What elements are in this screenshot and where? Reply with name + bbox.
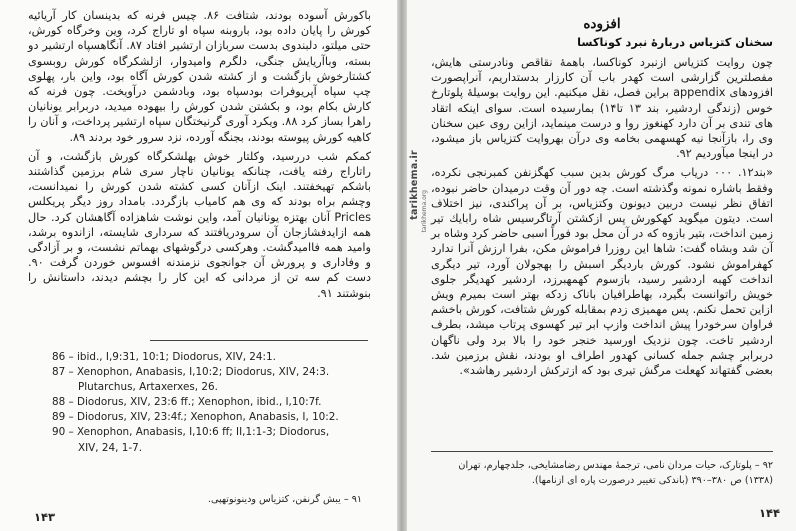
- watermark-domain-small: tarikhema.org: [421, 190, 428, 233]
- watermark-domain: tarikhema.ir: [409, 150, 420, 220]
- right-paragraph-2: «بند۱۲. ۰۰۰ دریاب مرگ کورش بدین سبب کهگزنفن کمبرنجی نکرده، وفقط باشاره نمونه وگذشته است. چه دور آن وقت درمیدان حاضر نبوده، اتفاق نظر نیست دربین دیونون وکتزیاس، بر آن پراکندی، نیز اختلاف است. دیتون میگوید کهکورش پس ازکشتن آرتاگرسیس شاه رابایك تیر زمین انداخت، بتیر بازوه که در آن محل بود فوراً اسبی حاضر کرد وشاه بر آن شد وبشاه گفت: شاها این روزرا فراموش مکن، بفرا ارزش آنرا ندارد کهفراموش نشود. کورش باردیگر اسبش را بهجولان آورد، تیر دیگری انداخت کهبه اردشیر رسید، بازسوم کهمهبرزد، اردشیر کهدیگر جلوی خویش راتوانست بگیرد، بهاطرافیان باناک زدکه بهتر است بمیرم ویش ازاین تحمل نکنم. پس مهمیزی زدم بمقابله کورش شتافت، کورش باخشم فراوان سرخودرا پیش انداخت وازپ ابر تیر کهسوی پرتاب میشد، بطرف اردشیر تاخت. چون نزدیک اورسید خنجر خود را بالا برد ولی ناگهان دربرابر چشم جمله کسانی کهدور اطراف او بودند، نقش برزمین شد. بعضی گفتهاند کهعلت مرگش تیری بود که ازترکش اردشیر رهاشد».: [431, 166, 773, 378]
- footnote-87-continued: Plutarchus, Artaxerxes, 26.: [78, 381, 218, 394]
- page-number-right: ۱۴۴: [759, 506, 781, 520]
- footnote-90: 90 – Xenophon, Anabasis, I,10:6 ff; II,1:1-3; Diodorus,: [52, 426, 330, 439]
- footnote-89: 89 – Diodorus, XIV, 23:4f.; Xenophon, Anabasis, I, 10:2.: [52, 411, 339, 424]
- footnote-92-continued: (۱۳۳۸) ص ۳۸۰–۳۹۰ (باندکی تغییر درصورت پاره ای ازنامها).: [531, 475, 773, 486]
- footnote-90-continued: XIV, 24, 1-7.: [78, 441, 142, 454]
- footnote-88: 88 – Diodorus, XIV, 23:6 ff.; Xenophon, ibid., I,10:7f.: [52, 396, 322, 409]
- left-body-text: [28, 8, 371, 301]
- section-subtitle: سخنان کتزیاس دربارهٔ نبرد کوناکسا: [577, 36, 773, 49]
- book-gutter: [397, 0, 407, 531]
- footnote-87: 87 – Xenophon, Anabasis, I,10:2; Diodorus, XIV, 24:3.: [52, 366, 330, 379]
- left-page: [0, 0, 397, 531]
- footnote-separator-right: [431, 451, 773, 452]
- right-body-text: [431, 55, 773, 378]
- section-title: افزوده: [583, 16, 621, 32]
- page-number-left: ۱۴۳: [34, 510, 56, 524]
- footnote-separator: [150, 340, 368, 341]
- footnote-86: 86 – ibid., I,9:31, 10:1; Diodorus, XIV, 24:1.: [52, 351, 276, 363]
- left-paragraph-1: باکورش آسوده بودند، شتافت ۸۶. چیس فرنه که بدینسان کار آریائیه کورش را پایان داده بود، باروبنه سپاه او تاراج کرد، وین وخرگاه کورش، حتی میلتو، دلبندوی بدست سربازان ارتشیر افتاد ۸۷. آنگاهسپاه ارتشیر دو بسته، وباآریایش جنگی، دلگرم وامیدوار، ازلشکرگاه کورش روبسوی کشتارخوش بازگشت و از کشته شدن کورش آگاه بود، واین بار، پهلوی چپ سپاه آپریوفرات بودسپاه بود، وبادشمن درآویخت. چون فرنه که کارش بکام بود، و بکشتن شدن کورش را بیهوده میدید، دربرابر یونانیان راهرا بساز کرد ۸۸. ویکرد آوری گرنیختگان سپاه ارتشیر پرداخت، و آنان را کاهیه کورش پیوسته بودند، بجنگه آورده، نزد سرور خود بردند ۸۹.: [28, 9, 372, 144]
- footnote-92: ۹۲ – پلوتارک، حیات مردان نامی، ترجمهٔ مهندس رضامشایخی، جلدچهارم، تهران: [458, 460, 773, 471]
- footnote-91: ۹۱ – یبش گرنفن، کتزیاس ودینونوتهپی.: [207, 494, 362, 505]
- right-footnotes: [431, 458, 773, 488]
- watermark-stamp: [409, 150, 431, 420]
- right-paragraph-1: چون روایت کتزیاس ازنبرد کوناکسا، باهمهٔ نقاقص ونادرستی هایش، مفصلترین گزارشی است کهدر باب آن کارزار بدستداریم، آنراپصورت افزودهای appendix براین فصل، نقل میکنیم. این روایت بوسیلهٔ پلوتارخ خوس (زندگی اردشیر، بند ۱۳ تا۱۴) بمارسیده است. سوای اینکه اتقاد های تندی بر آن دارد کهنغوز روا و درست مینماید، ازاین روی عین سخنان وی را، بازآنجا نیه کهسهمی بخامه وی درآن بهروایت کتزیاس باز میشود، در اینجا میآوردیم ۹۲.: [431, 56, 773, 161]
- left-paragraph-2: کمکم شب دررسید، وکلتار خوش بهلشکرگاه کورش بازگشت، و آن راتاراج رفته یافت، چنانکه یونانیان ناچار سری شام برزمین گذاشتند باشکم تهیخفتند. اینک ازآنان کسی کشته شدن کورش را نمیدانست، وچشم براه بودند که وی هم کامیاب بازگردد. بامداد روز دیگر پریکلس Pricles آنان بهتزه یونانیان آمد، واین نوشت شاهزاده آگاهشان کرد. حال همه ازایدفشازجان آن سرودریافتند که سرداری شایسته، ازاندوه برشد، وامید همه فاامیدگشت. وهرکسی درگوشهای بهماتم نشست، و بر آزادگی و وفاداری و پرورش آن جوانجوی نزمندنه افسوس خوردن گرفت ۹۰. دست کم سه تن از مردانی که این کار را بچشم دیدند، داستانش را بنوشتند ۹۱.: [28, 149, 371, 300]
- left-footnotes: [52, 350, 362, 456]
- right-page: [407, 0, 796, 531]
